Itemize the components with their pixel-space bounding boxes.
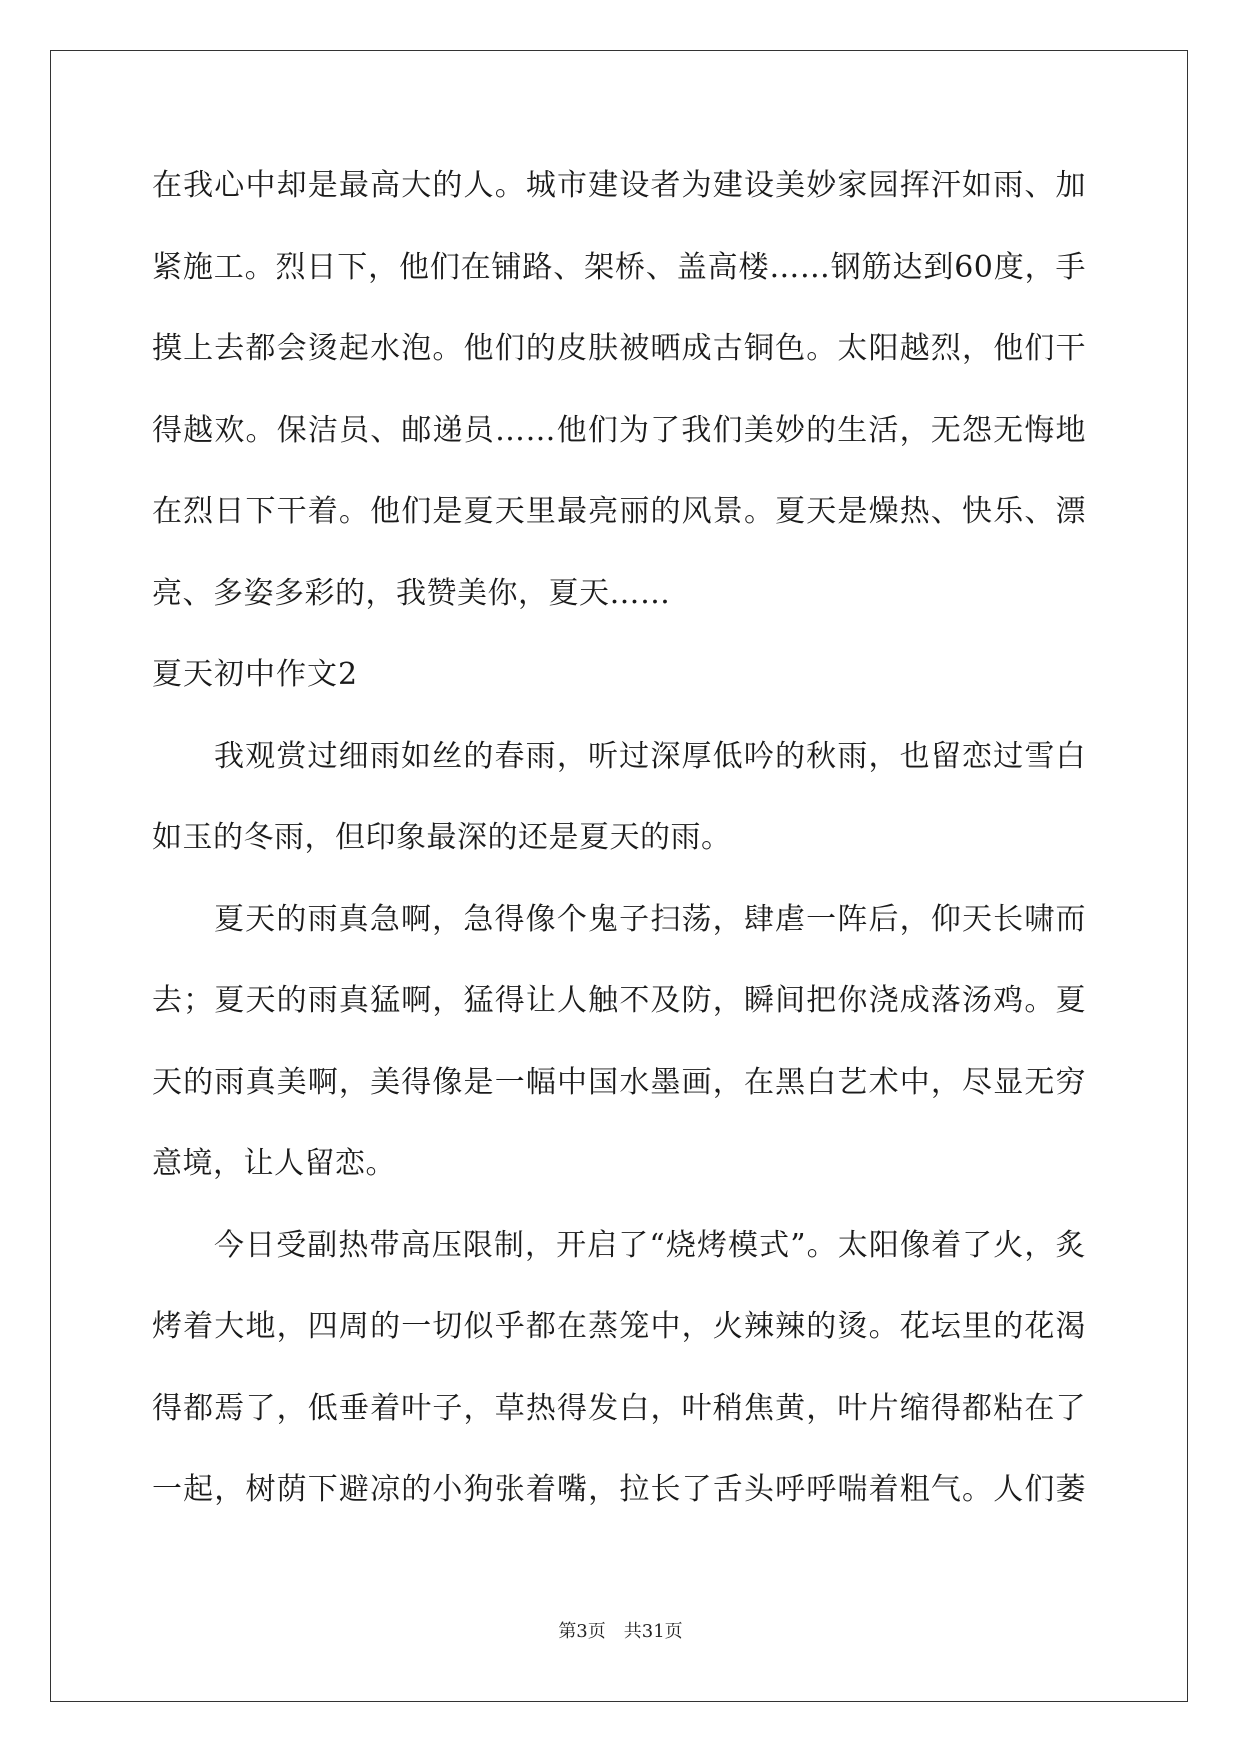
text-line: 摸上去都会烫起水泡。他们的皮肤被晒成古铜色。太阳越烈，他们干 (152, 331, 1086, 366)
text-line: 在我心中却是最高大的人。城市建设者为建设美妙家园挥汗如雨、加 (152, 168, 1086, 203)
text-line: 天的雨真美啊，美得像是一幅中国水墨画，在黑白艺术中，尽显无穷 (152, 1064, 1086, 1100)
section-heading: 夏天初中作文2 (152, 657, 359, 692)
text-line: 紧施工。烈日下，他们在铺路、架桥、盖高楼……钢筋达到60度，手 (152, 249, 1086, 285)
text-line: 亮、多姿多彩的，我赞美你，夏天…… (152, 575, 671, 611)
text-line: 今日受副热带高压限制，开启了“烧烤模式”。太阳像着了火，炙 (214, 1227, 1086, 1263)
text-line: 一起，树荫下避凉的小狗张着嘴，拉长了舌头呼呼喘着粗气。人们萎 (152, 1472, 1086, 1507)
document-body (152, 164, 1086, 1550)
text-line: 得越欢。保洁员、邮递员……他们为了我们美妙的生活，无怨无悔地 (152, 412, 1086, 448)
text-line: 烤着大地，四周的一切似乎都在蒸笼中，火辣辣的烫。花坛里的花渴 (152, 1309, 1086, 1344)
text-line: 我观赏过细雨如丝的春雨，听过深厚低吟的秋雨，也留恋过雪白 (214, 738, 1086, 774)
text-line: 夏天的雨真急啊，急得像个鬼子扫荡，肆虐一阵后，仰天长啸而 (214, 901, 1086, 937)
text-line: 得都焉了，低垂着叶子，草热得发白，叶稍焦黄，叶片缩得都粘在了 (152, 1390, 1086, 1426)
page-total: 共31页 (623, 1621, 683, 1642)
page-footer (0, 1620, 1241, 1644)
text-line: 意境，让人留恋。 (152, 1146, 396, 1181)
text-line: 去；夏天的雨真猛啊，猛得让人触不及防，瞬间把你浇成落汤鸡。夏 (152, 983, 1086, 1018)
text-line: 如玉的冬雨，但印象最深的还是夏天的雨。 (152, 820, 732, 855)
text-line: 在烈日下干着。他们是夏天里最亮丽的风景。夏天是燥热、快乐、漂 (152, 494, 1086, 529)
page-number: 第3页 (558, 1621, 606, 1642)
